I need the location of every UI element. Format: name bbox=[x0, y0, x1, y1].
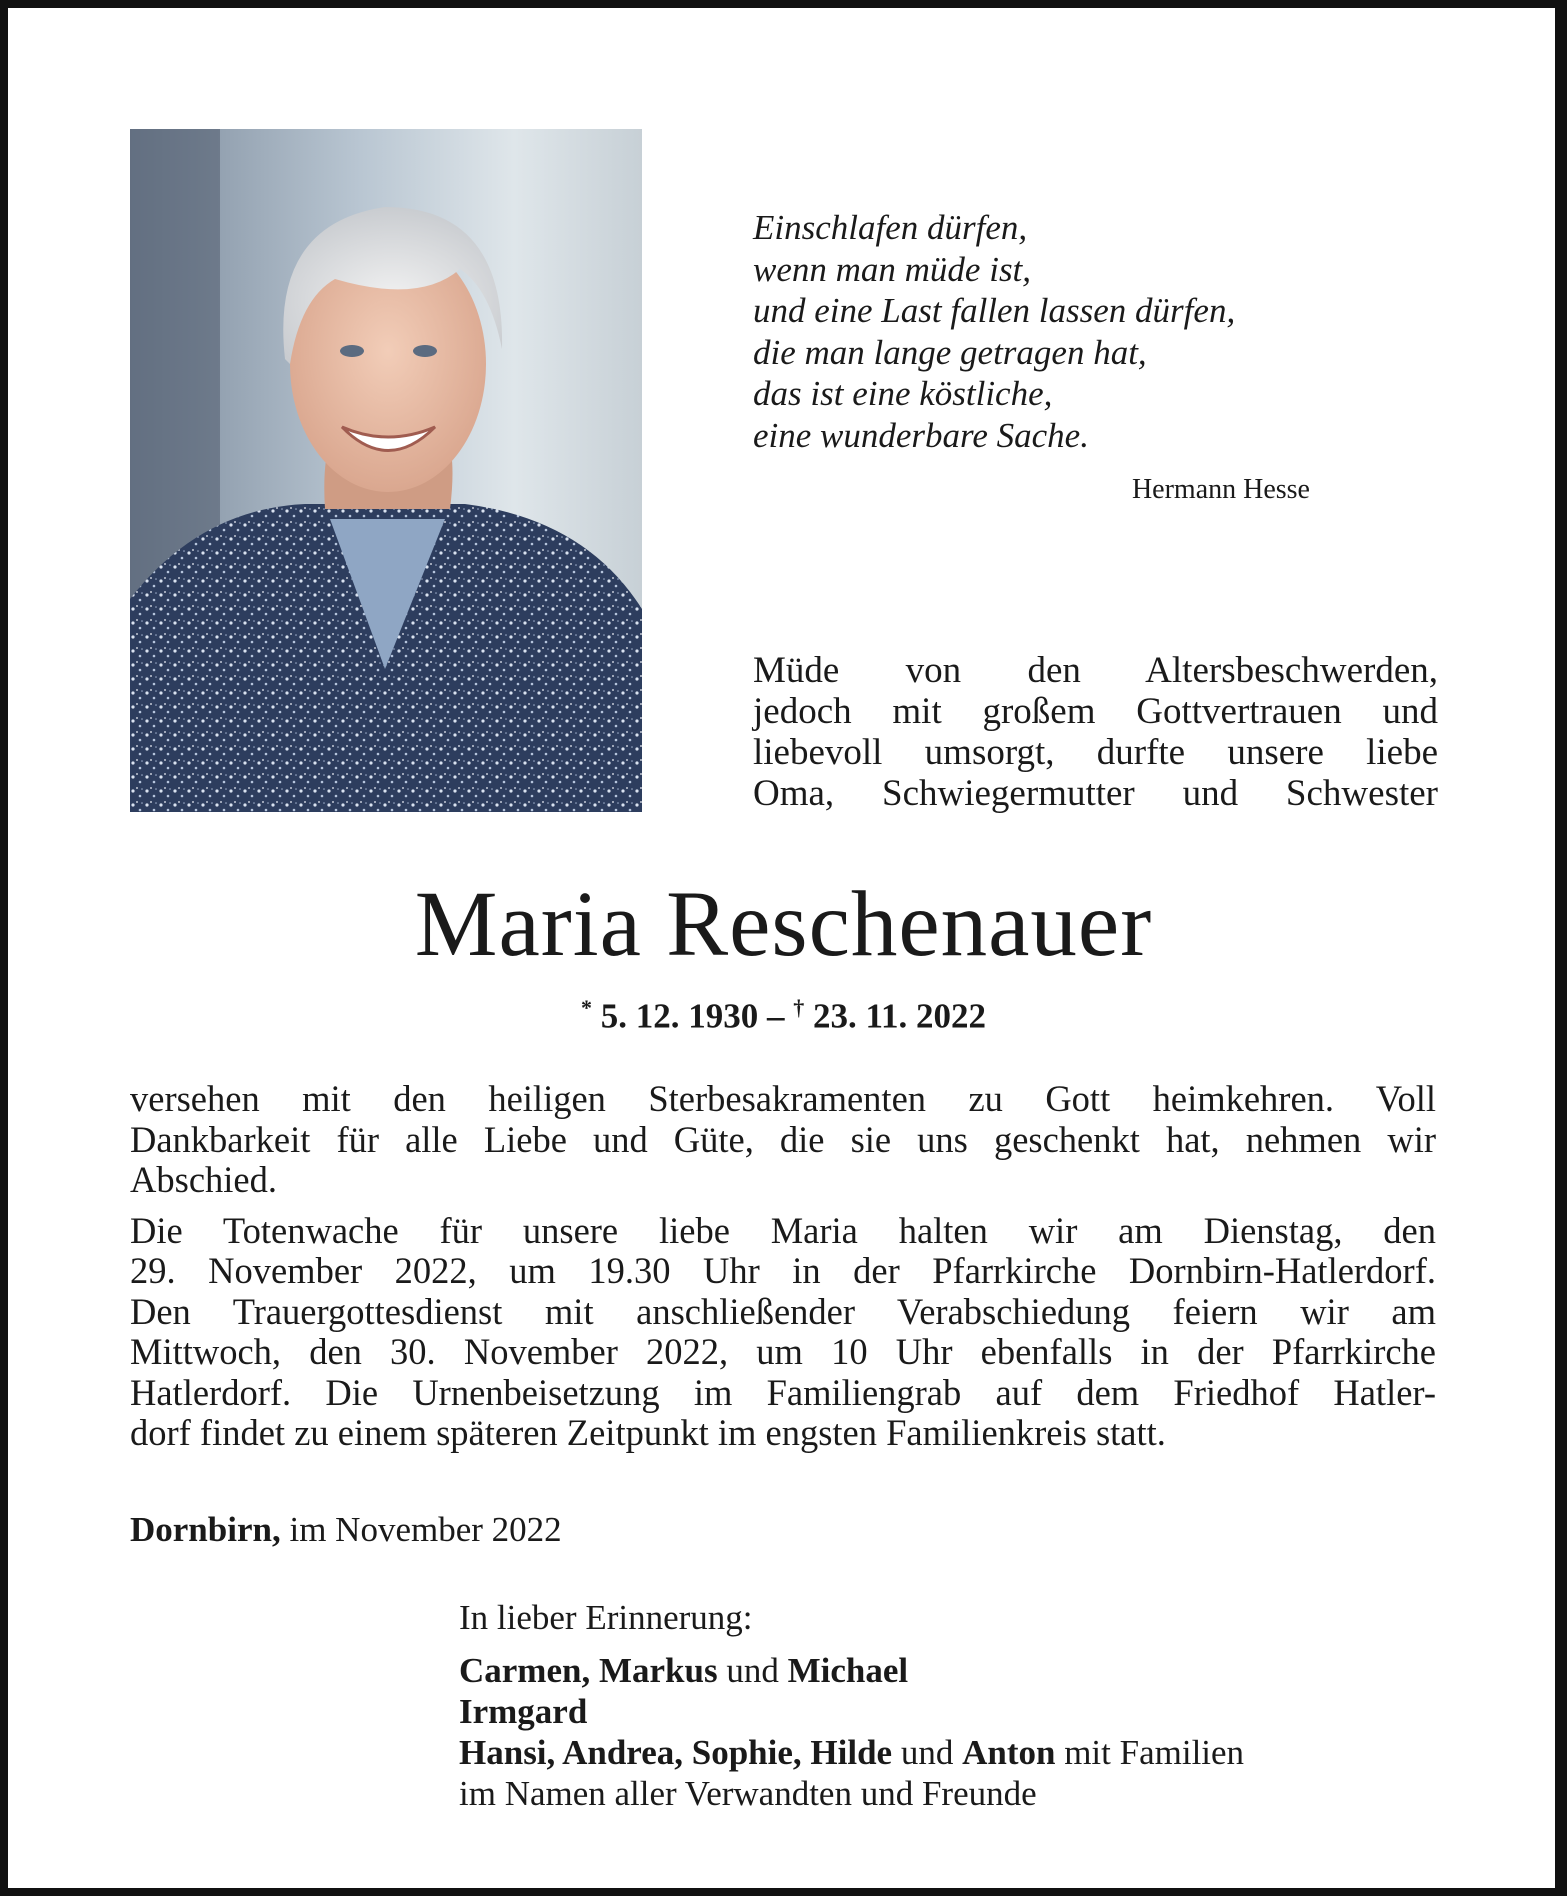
intro-line: liebevoll umsorgt, durfte unsere liebe bbox=[753, 732, 1438, 773]
life-dates bbox=[0, 995, 1567, 1037]
birth-symbol: * bbox=[580, 995, 592, 1020]
body-line: Den Trauergottesdienst mit anschließender Verabschiedung feiern wir am bbox=[130, 1290, 1436, 1332]
poem-line: die man lange getragen hat, bbox=[753, 332, 1147, 372]
conjunction: und bbox=[892, 1733, 963, 1772]
mourner-suffix: mit Familien bbox=[1055, 1733, 1245, 1772]
portrait-photo bbox=[130, 129, 642, 812]
mourner-names: Anton bbox=[962, 1733, 1056, 1772]
body-line: Mittwoch, den 30. November 2022, um 10 Uhr ebenfalls in der Pfarrkirche bbox=[130, 1331, 1436, 1372]
paragraph-services bbox=[130, 1211, 1436, 1454]
body-line: versehen mit den heiligen Sterbesakramenten zu Gott heimkehren. Voll bbox=[130, 1078, 1436, 1119]
mourners-row bbox=[459, 1691, 1459, 1732]
notice-body bbox=[130, 1079, 1436, 1464]
memory-heading: In lieber Erinnerung: bbox=[459, 1598, 753, 1637]
poem-line: wenn man müde ist, bbox=[753, 249, 1032, 289]
birth-date: 5. 12. 1930 bbox=[600, 996, 759, 1036]
intro-line: Müde von den Altersbeschwerden, bbox=[753, 650, 1438, 691]
mourners-closing: im Namen aller Verwandten und Freunde bbox=[459, 1774, 1037, 1813]
poem-line: Einschlafen dürfen, bbox=[753, 208, 1028, 247]
poem-author: Hermann Hesse bbox=[1131, 474, 1310, 505]
body-line: Hatlerdorf. Die Urnenbeisetzung im Familiengrab auf dem Friedhof Hatler- bbox=[130, 1371, 1436, 1413]
mourners-row bbox=[459, 1732, 1459, 1773]
intro-text bbox=[753, 650, 1438, 814]
mourner-names: Irmgard bbox=[459, 1692, 588, 1731]
mourners-row bbox=[459, 1650, 1459, 1691]
poem-line: eine wunderbare Sache. bbox=[753, 415, 1089, 455]
death-date: 23. 11. 2022 bbox=[812, 996, 987, 1036]
place-city: Dornbirn, bbox=[130, 1510, 281, 1549]
body-line: Die Totenwache für unsere liebe Maria halten wir am Dienstag, den bbox=[130, 1209, 1436, 1251]
body-line: 29. November 2022, um 19.30 Uhr in der Pfarrkirche Dornbirn-Hatlerdorf. bbox=[130, 1250, 1436, 1291]
place-date bbox=[130, 1510, 562, 1550]
place-month: im November 2022 bbox=[280, 1510, 562, 1549]
mourner-names: Carmen, Markus bbox=[459, 1651, 718, 1690]
body-line: Abschied. bbox=[130, 1159, 277, 1200]
body-line: dorf findet zu einem späteren Zeitpunkt im engsten Familienkreis statt. bbox=[130, 1412, 1166, 1453]
poem bbox=[753, 207, 1313, 456]
poem-line: das ist eine köstliche, bbox=[753, 374, 1053, 413]
deceased-name: Maria Reschenauer bbox=[414, 873, 1153, 976]
mourner-names: Michael bbox=[787, 1651, 909, 1690]
death-symbol: † bbox=[793, 995, 805, 1020]
intro-line: Oma, Schwiegermutter und Schwester bbox=[753, 773, 1438, 814]
conjunction: und bbox=[717, 1651, 788, 1690]
poem-line: und eine Last fallen lassen dürfen, bbox=[753, 291, 1236, 330]
intro-line: jedoch mit großem Gottvertrauen und bbox=[753, 691, 1438, 732]
mourners bbox=[459, 1597, 1459, 1814]
body-line: Dankbarkeit für alle Liebe und Güte, die sie uns geschenkt hat, nehmen wir bbox=[130, 1118, 1436, 1160]
date-separator: – bbox=[766, 996, 785, 1036]
mourner-names: Hansi, Andrea, Sophie, Hilde bbox=[459, 1733, 893, 1772]
paragraph-farewell bbox=[130, 1079, 1436, 1201]
